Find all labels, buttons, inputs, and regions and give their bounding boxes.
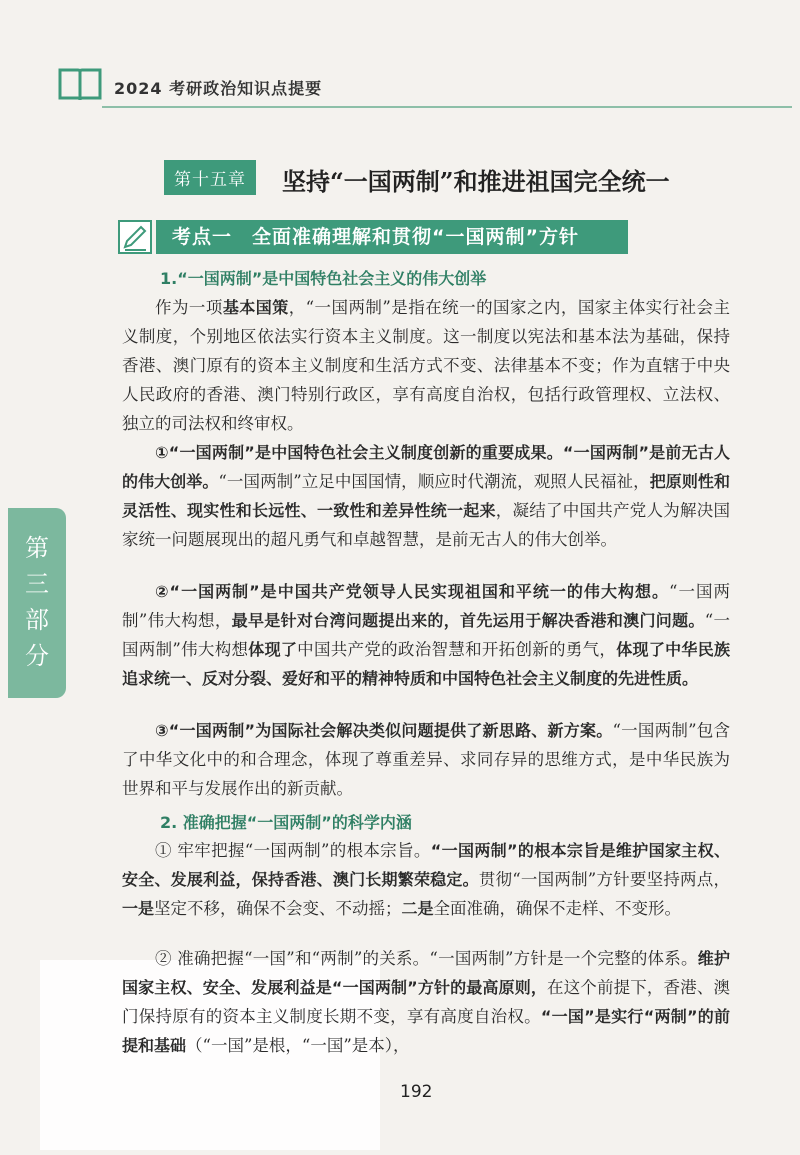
text-run: ① 牢牢把握“一国两制”的根本宗旨。 <box>155 841 431 860</box>
paragraph-2 <box>122 438 730 554</box>
bold-run: ②“一国两制”是中国共产党领导人民实现祖国和平统一的伟大构想。 <box>155 582 670 601</box>
bold-run: 基本国策 <box>222 298 289 317</box>
chapter-title: 坚持“一国两制”和推进祖国完全统一 <box>282 167 670 196</box>
bold-run: ①“一国两制”是中国特色社会主义制度创新的重要成果。“一国两制”是前无古人的伟大创举。 <box>122 443 730 491</box>
text-run: 贯彻“一国两制”方针要坚持两点， <box>478 870 730 889</box>
bold-run: 把原则性和灵活性、现实性和长远性、一致性和差异性统一起来 <box>122 472 730 520</box>
bold-run: “一国”是实行“两制”的前提和基础 <box>122 1007 730 1055</box>
text-run: “一国两制”伟大构想， <box>122 582 730 630</box>
text-run: “一国两制”伟大构想 <box>122 611 730 659</box>
paragraph-5 <box>122 836 730 923</box>
text-run: 中国共产党的政治智慧和开拓创新的勇气， <box>297 640 617 659</box>
section-title-2: 2. 准确把握“一国两制”的科学内涵 <box>160 813 412 832</box>
text-run: ② 准确把握“一国”和“两制”的关系。“一国两制”方针是一个完整的体系。 <box>155 949 698 968</box>
page-number: 192 <box>400 1082 433 1102</box>
book-title: 2024 考研政治知识点提要 <box>114 79 323 98</box>
text-run: 在这个前提下，香港、澳门保持原有的资本主义制度长期不变，享有高度自治权。 <box>122 978 730 1026</box>
text-run: 坚定不移，确保不会变、不动摇； <box>154 899 402 918</box>
header-rule <box>102 106 792 108</box>
chapter-heading <box>0 160 800 200</box>
text-run: “一国两制”立足中国国情，顺应时代潮流，观照人民福祉， <box>218 472 650 491</box>
bold-run: 体现了 <box>248 640 298 659</box>
text-run: （“一国”是根，“一国”是本）， <box>186 1036 410 1055</box>
pencil-icon <box>118 220 152 254</box>
paragraph-4 <box>122 716 730 803</box>
bold-run: 一是 <box>122 899 155 918</box>
text-run: “一国两制”包含了中华文化中的和合理念，体现了尊重差异、求同存异的思维方式，是中华民族为世界和平与发展作出的新贡献。 <box>122 721 730 798</box>
paragraph-1 <box>122 293 730 438</box>
bold-run: “一国两制”的根本宗旨是维护国家主权、安全、发展利益，保持香港、澳门长期繁荣稳定。 <box>122 841 730 889</box>
book-icon <box>58 66 102 102</box>
text-run: ，“一国两制”是指在统一的国家之内，国家主体实行社会主义制度，个别地区依法实行资本主义制度。这一制度以宪法和基本法为基础，保持香港、澳门原有的资本主义制度和生活方式不变、法律基本不变；作为直辖于中央人民政府的香港、澳门特别行政区，享有高度自治权，包括行政管理权、立法权、独立的司法权和终审权。 <box>122 298 730 433</box>
section-title-1: 1.“一国两制”是中国特色社会主义的伟大创举 <box>160 269 487 288</box>
part-side-label: 第三部分 <box>25 534 49 670</box>
kaodian-heading <box>118 220 628 254</box>
text-run: 作为一项 <box>155 298 223 317</box>
bold-run: 最早是针对台湾问题提出来的，首先运用于解决香港和澳门问题。 <box>231 611 705 630</box>
bold-run: 体现了中华民族追求统一、反对分裂、爱好和平的精神特质和中国特色社会主义制度的先进性质。 <box>122 640 730 688</box>
text-run: 全面准确，确保不走样、不变形。 <box>433 899 682 918</box>
bold-run: ③“一国两制”为国际社会解决类似问题提供了新思路、新方案。 <box>155 721 613 740</box>
paragraph-6 <box>122 944 730 1060</box>
text-run: ，凝结了中国共产党人为解决国家统一问题展现出的超凡勇气和卓越智慧，是前无古人的伟大创举。 <box>122 501 730 549</box>
paragraph-3 <box>122 577 730 693</box>
page-header <box>58 62 778 112</box>
kaodian-label: 考点一 全面准确理解和贯彻“一国两制”方针 <box>156 220 628 254</box>
bold-run: 二是 <box>401 899 434 918</box>
bold-run: 维护国家主权、安全、发展利益是“一国两制”方针的最高原则， <box>122 949 730 997</box>
chapter-badge: 第十五章 <box>164 160 256 195</box>
